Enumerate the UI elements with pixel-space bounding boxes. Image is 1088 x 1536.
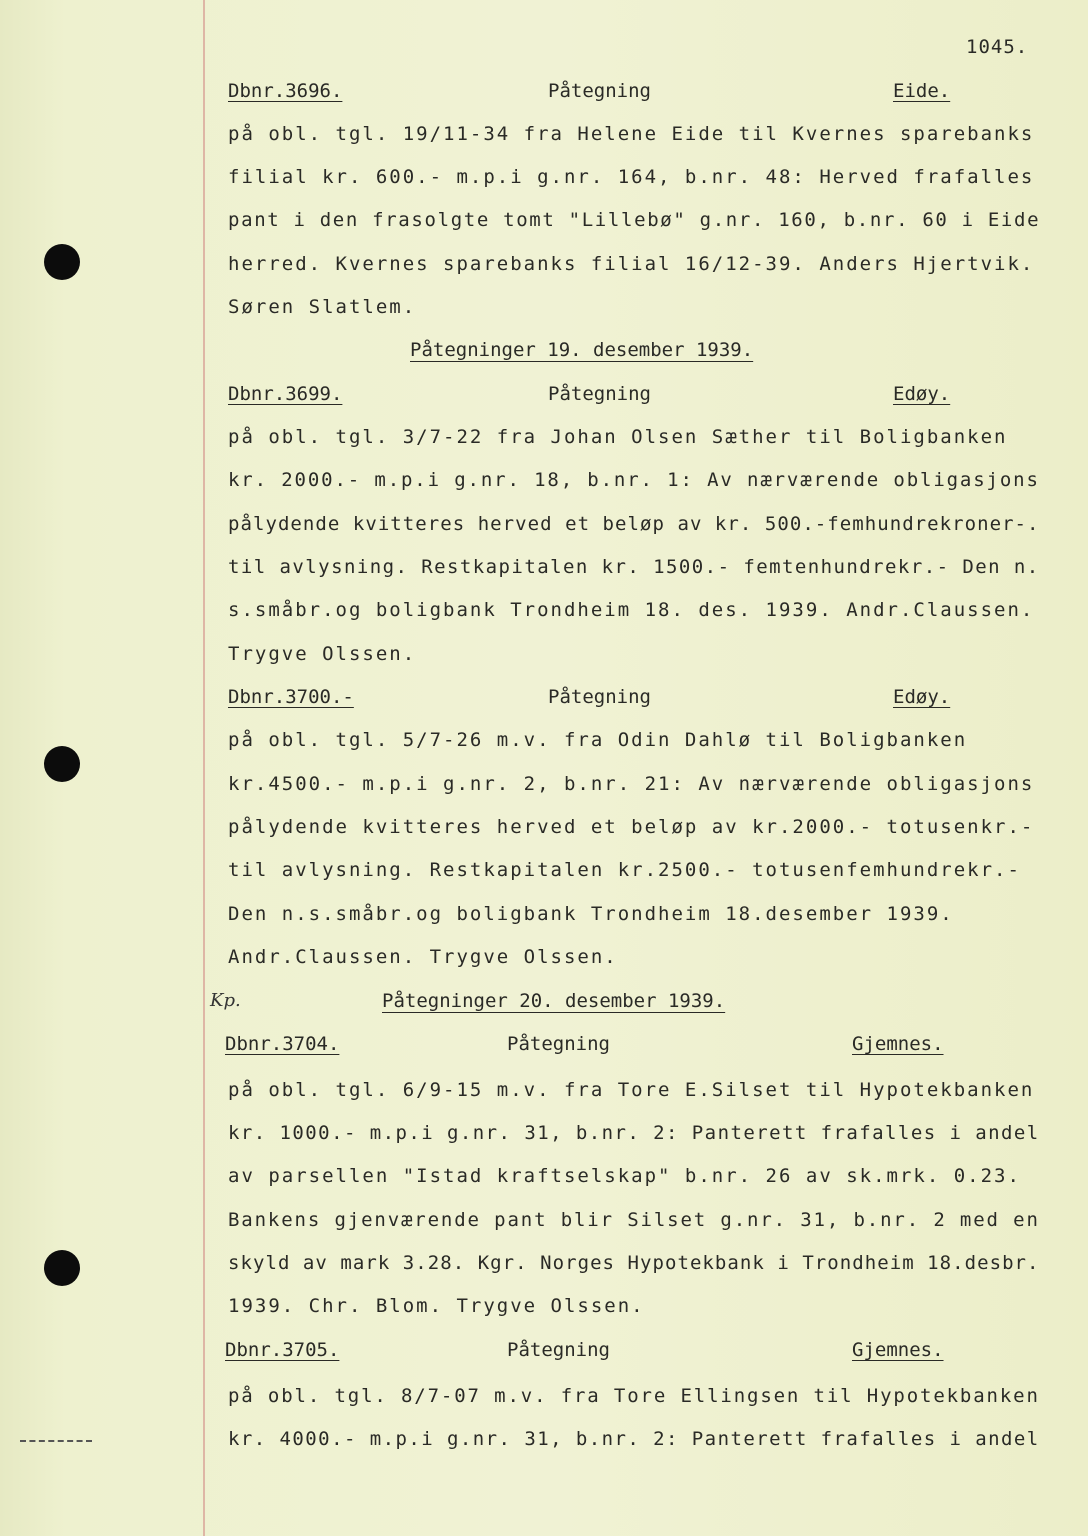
heading-text: Påtegninger 20. desember 1939.: [382, 990, 726, 1012]
entry-header: [0, 80, 1088, 114]
line-text: kr.4500.- m.p.i g.nr. 2, b.nr. 21: Av nærværende obligasjons: [228, 773, 1035, 795]
text-line: [0, 1385, 1088, 1419]
line-text: herred. Kvernes sparebanks filial 16/12-39. Anders Hjertvik.: [228, 253, 1035, 275]
margin-mark: Kp.: [210, 990, 241, 1011]
entry-header: [0, 1339, 1088, 1373]
text-line: [0, 123, 1088, 157]
text-line: [0, 513, 1088, 547]
line-text: på obl. tgl. 8/7-07 m.v. fra Tore Ellingsen til Hypotekbanken: [228, 1385, 1040, 1407]
text-line: [0, 643, 1088, 677]
heading-text: Påtegninger 19. desember 1939.: [410, 339, 754, 361]
page-number: 1045.: [966, 36, 1029, 58]
line-text: av parsellen "Istad kraftselskap" b.nr. 26 av sk.mrk. 0.23.: [228, 1165, 1021, 1187]
text-line: [0, 1295, 1088, 1329]
line-text: filial kr. 600.- m.p.i g.nr. 164, b.nr. 48: Herved frafalles: [228, 166, 1035, 188]
dbnr-number: Dbnr.3705.: [225, 1339, 340, 1361]
text-line: [0, 903, 1088, 937]
text-line: [0, 556, 1088, 590]
dbnr-number: Dbnr.3700.-: [228, 686, 354, 708]
dbnr-number: Dbnr.3704.: [225, 1033, 340, 1055]
entry-title: Påtegning: [507, 1033, 610, 1055]
line-text: s.småbr.og boligbank Trondheim 18. des. 1939. Andr.Claussen.: [228, 599, 1035, 621]
entry-title: Påtegning: [548, 686, 651, 708]
line-text: skyld av mark 3.28. Kgr. Norges Hypotekbank i Trondheim 18.desbr.: [228, 1252, 1040, 1274]
text-line: [0, 816, 1088, 850]
text-line: [0, 426, 1088, 460]
entry-title: Påtegning: [548, 80, 651, 102]
place-name: Eide.: [893, 80, 951, 102]
line-text: pant i den frasolgte tomt "Lillebø" g.nr. 160, b.nr. 60 i Eide: [228, 209, 1041, 231]
text-line: [0, 946, 1088, 980]
date-heading: [0, 990, 1088, 1024]
text-line: [0, 773, 1088, 807]
line-text: Andr.Claussen. Trygve Olssen.: [228, 946, 618, 968]
line-text: på obl. tgl. 3/7-22 fra Johan Olsen Sæther til Boligbanken: [228, 426, 1008, 448]
text-line: [0, 1122, 1088, 1156]
text-line: [0, 209, 1088, 243]
dbnr-number: Dbnr.3696.: [228, 80, 343, 102]
text-line: [0, 729, 1088, 763]
place-name: Edøy.: [893, 686, 951, 708]
dbnr-number: Dbnr.3699.: [228, 383, 343, 405]
entry-title: Påtegning: [548, 383, 651, 405]
line-text: til avlysning. Restkapitalen kr.2500.- totusenfemhundrekr.-: [228, 859, 1021, 881]
place-name: Gjemnes.: [852, 1033, 944, 1055]
line-text: kr. 1000.- m.p.i g.nr. 31, b.nr. 2: Panterett frafalles i andel: [228, 1122, 1040, 1144]
place-name: Gjemnes.: [852, 1339, 944, 1361]
line-text: pålydende kvitteres herved et beløp av kr.2000.- totusenkr.-: [228, 816, 1035, 838]
entry-header: [0, 1033, 1088, 1067]
text-line: [0, 859, 1088, 893]
line-text: på obl. tgl. 19/11-34 fra Helene Eide til Kvernes sparebanks: [228, 123, 1035, 145]
text-line: [0, 253, 1088, 287]
line-text: til avlysning. Restkapitalen kr. 1500.- femtenhundrekr.- Den n.: [228, 556, 1040, 578]
entry-header: [0, 686, 1088, 720]
text-line: [0, 1428, 1088, 1462]
place-name: Edøy.: [893, 383, 951, 405]
text-line: [0, 296, 1088, 330]
text-line: [0, 1209, 1088, 1243]
text-line: [0, 1252, 1088, 1286]
line-text: kr. 4000.- m.p.i g.nr. 31, b.nr. 2: Panterett frafalles i andel: [228, 1428, 1040, 1450]
entry-title: Påtegning: [507, 1339, 610, 1361]
line-text: Søren Slatlem.: [228, 296, 417, 318]
line-text: Trygve Olssen.: [228, 643, 417, 665]
line-text: 1939. Chr. Blom. Trygve Olssen.: [228, 1295, 645, 1317]
date-heading: [0, 339, 1088, 373]
line-text: pålydende kvitteres herved et beløp av kr. 500.-femhundrekroner-.: [228, 513, 1040, 535]
line-text: kr. 2000.- m.p.i g.nr. 18, b.nr. 1: Av nærværende obligasjons: [228, 469, 1040, 491]
line-text: på obl. tgl. 6/9-15 m.v. fra Tore E.Silset til Hypotekbanken: [228, 1079, 1035, 1101]
text-line: [0, 1165, 1088, 1199]
line-text: på obl. tgl. 5/7-26 m.v. fra Odin Dahlø til Boligbanken: [228, 729, 968, 751]
line-text: Bankens gjenværende pant blir Silset g.nr. 31, b.nr. 2 med en: [228, 1209, 1040, 1231]
text-line: [0, 469, 1088, 503]
text-line: [0, 1079, 1088, 1113]
text-line: [0, 599, 1088, 633]
entry-header: [0, 383, 1088, 417]
text-line: [0, 166, 1088, 200]
line-text: Den n.s.småbr.og boligbank Trondheim 18.desember 1939.: [228, 903, 954, 925]
